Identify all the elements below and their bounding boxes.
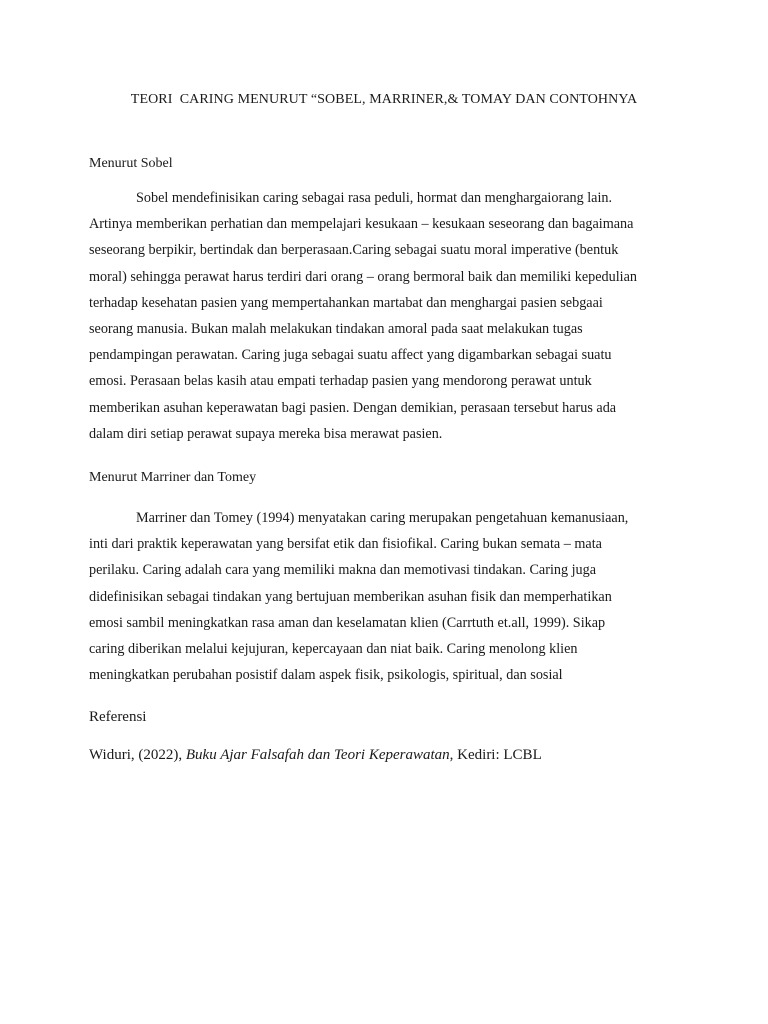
document-title: TEORI CARING MENURUT “SOBEL, MARRINER,& TOMAY DAN CONTOHNYA [130, 92, 638, 107]
paragraph-line: meningkatkan perubahan posistif dalam aspek fisik, psikologis, spiritual, dan sosial [89, 667, 563, 684]
paragraph-line: Artinya memberikan perhatian dan mempelajari kesukaan – kesukaan seseorang dan bagaimana [89, 216, 634, 233]
paragraph-line: didefinisikan sebagai tindakan yang bertujuan memberikan asuhan fisik dan memperhatikan [89, 588, 612, 605]
reference-entry [89, 747, 542, 764]
paragraph-line: memberikan asuhan keperawatan bagi pasien. Dengan demikian, perasaan tersebut harus ada [89, 399, 617, 416]
paragraph-line: dalam diri setiap perawat supaya mereka bisa merawat pasien. [89, 425, 443, 442]
paragraph-line: Marriner dan Tomey (1994) menyatakan caring merupakan pengetahuan kemanusiaan, [136, 510, 629, 526]
paragraph-line: caring diberikan melalui kejujuran, kepercayaan dan niat baik. Caring menolong klien [89, 640, 578, 657]
paragraph-line: emosi. Perasaan belas kasih atau empati terhadap pasien yang mendorong perawat untuk [89, 373, 592, 390]
paragraph-line: moral) sehingga perawat harus terdiri dari orang – orang bermoral baik dan memiliki kepedulian [89, 268, 637, 285]
paragraph-line: pendampingan perawatan. Caring juga sebagai suatu affect yang digambarkan sebagai suatu [89, 347, 612, 364]
paragraph-line: Sobel mendefinisikan caring sebagai rasa peduli, hormat dan menghargaiorang lain. [136, 190, 613, 206]
paragraph-line: emosi sambil meningkatkan rasa aman dan keselamatan klien (Carrtuth et.all, 1999). Sikap [89, 614, 606, 631]
paragraph-line: seorang manusia. Bukan malah melakukan tindakan amoral pada saat melakukan tugas [89, 320, 583, 337]
section-heading-references: Referensi [89, 709, 147, 725]
paragraph-line: perilaku. Caring adalah cara yang memiliki makna dan memotivasi tindakan. Caring juga [89, 562, 597, 579]
reference-book-title: Buku Ajar Falsafah dan Teori Keperawatan [185, 747, 450, 763]
paragraph-line: seseorang berpikir, bertindak dan berperasaan.Caring sebagai suatu moral imperative (bentuk [89, 242, 619, 259]
paragraph-marriner [89, 505, 689, 688]
reference-publisher: , Kediri: LCBL [449, 747, 542, 763]
section-heading-sobel: Menurut Sobel [89, 156, 173, 171]
paragraph-line: inti dari praktik keperawatan yang bersifat etik dan fisiofikal. Caring bukan semata – mata [89, 536, 602, 553]
paragraph-sobel [89, 185, 689, 447]
reference-author: Widuri, (2022), [89, 747, 186, 763]
section-heading-marriner: Menurut Marriner dan Tomey [89, 470, 257, 485]
paragraph-line: terhadap kesehatan pasien yang mempertahankan martabat dan menghargai pasien sebgaai [89, 294, 603, 311]
